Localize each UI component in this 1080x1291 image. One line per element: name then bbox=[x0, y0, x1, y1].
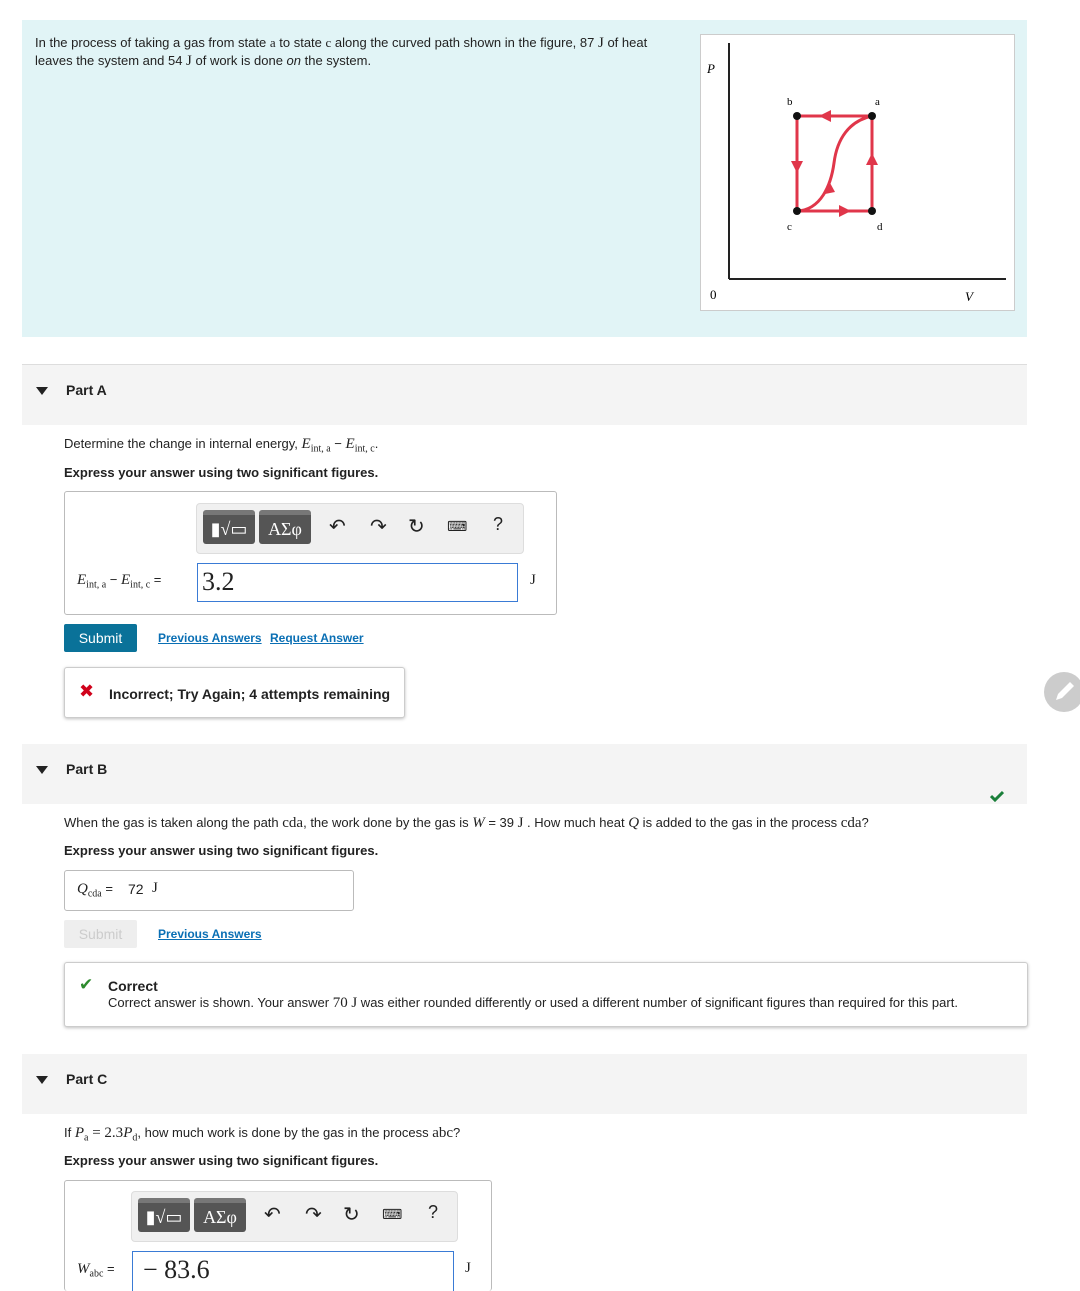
keyboard-icon[interactable]: ⌨ bbox=[447, 518, 468, 534]
part-b-feedback-text: Correct answer is shown. Your answer 70 J was either rounded differently or used a different number of significant figures than required for this part. bbox=[108, 995, 958, 1011]
pencil-icon bbox=[1044, 672, 1080, 712]
collapse-triangle-icon[interactable] bbox=[36, 1076, 48, 1084]
part-c-unit: J bbox=[465, 1260, 471, 1276]
reset-icon[interactable]: ↻ bbox=[343, 1204, 360, 1226]
part-b-unit: J bbox=[152, 880, 158, 896]
reset-icon[interactable]: ↻ bbox=[408, 516, 425, 538]
label-b: b bbox=[787, 96, 793, 108]
label-c: c bbox=[787, 221, 792, 233]
incorrect-x-icon: ✖ bbox=[79, 681, 95, 701]
part-a-feedback-text: Incorrect; Try Again; 4 attempts remaining bbox=[109, 686, 391, 702]
arrow-c-to-d bbox=[839, 205, 851, 217]
origin-label: 0 bbox=[710, 287, 717, 302]
part-c-title: Part C bbox=[66, 1071, 108, 1087]
template-button[interactable] bbox=[138, 1198, 190, 1232]
part-a-answer-label: $E_{int, a} - E_{int, c}$ = bbox=[77, 572, 162, 591]
label-a: a bbox=[875, 96, 880, 108]
template-icon: ▮√▭ bbox=[145, 1207, 183, 1227]
point-b bbox=[793, 112, 801, 120]
part-a-submit-button[interactable]: Submit bbox=[64, 624, 137, 652]
part-a-previous-answers-link[interactable]: Previous Answers bbox=[158, 631, 262, 645]
part-b-header[interactable] bbox=[22, 744, 1027, 804]
template-button[interactable] bbox=[203, 510, 255, 544]
math-toolbar bbox=[131, 1191, 458, 1242]
pv-diagram-svg bbox=[701, 35, 1014, 310]
collapse-triangle-icon[interactable] bbox=[36, 387, 48, 395]
greek-symbols-button[interactable]: ΑΣφ bbox=[194, 1198, 246, 1232]
part-a-instruction: Express your answer using two significant figures. bbox=[64, 465, 379, 480]
part-a-unit: J bbox=[530, 572, 536, 588]
part-a-title: Part A bbox=[66, 382, 107, 398]
part-c-answer-box bbox=[64, 1180, 492, 1291]
part-c-header[interactable] bbox=[22, 1054, 1027, 1114]
math-toolbar bbox=[196, 503, 524, 554]
part-a-request-answer-link[interactable]: Request Answer bbox=[270, 631, 364, 645]
part-c-instruction: Express your answer using two significant figures. bbox=[64, 1153, 379, 1168]
problem-statement: In the process of taking a gas from state a to state c along the curved path shown in the figure, 87 J of heat leaves the system and 54 J of work is done on the system. bbox=[35, 35, 648, 69]
part-a-feedback bbox=[64, 667, 405, 718]
redo-icon[interactable]: ↷ bbox=[370, 516, 387, 538]
part-b-previous-answers-link[interactable]: Previous Answers bbox=[158, 927, 262, 941]
part-b-question: When the gas is taken along the path cda, the work done by the gas is W = 39 J . How much heat Q is added to the gas in the process cda? bbox=[64, 815, 869, 831]
edit-pencil-button[interactable] bbox=[1044, 672, 1080, 712]
point-c bbox=[793, 207, 801, 215]
undo-icon[interactable]: ↶ bbox=[264, 1204, 281, 1226]
part-b-answer-label: $Q_{cda}$ = bbox=[77, 881, 113, 900]
part-a-answer-box bbox=[64, 491, 557, 615]
process-path bbox=[797, 116, 872, 211]
arrow-d-to-a bbox=[866, 153, 878, 165]
v-axis-label: V bbox=[965, 289, 973, 304]
part-a-header[interactable] bbox=[22, 364, 1027, 425]
part-a-answer-input[interactable]: 3.2 bbox=[197, 563, 518, 602]
part-b-submit-button[interactable]: Submit bbox=[64, 920, 137, 948]
part-c-answer-label: $W_{abc}$ = bbox=[77, 1261, 115, 1280]
help-button[interactable]: ? bbox=[428, 1202, 439, 1222]
point-d bbox=[868, 207, 876, 215]
part-a-question: Determine the change in internal energy, $E_{int, a} - E_{int, c}$. bbox=[64, 436, 379, 455]
p-axis-label: P bbox=[707, 61, 715, 76]
correct-check-icon: ✔ bbox=[79, 975, 94, 994]
part-b-feedback-title: Correct bbox=[108, 978, 158, 994]
arrow-a-to-b bbox=[819, 110, 831, 122]
template-icon: ▮√▭ bbox=[210, 519, 248, 539]
undo-icon[interactable]: ↶ bbox=[329, 516, 346, 538]
part-b-answer-box bbox=[64, 870, 354, 911]
collapse-triangle-icon[interactable] bbox=[36, 766, 48, 774]
part-b-title: Part B bbox=[66, 761, 108, 777]
part-b-answer-value: 72 bbox=[128, 881, 144, 897]
point-a bbox=[868, 112, 876, 120]
completed-check-icon bbox=[990, 790, 1004, 802]
arrow-b-to-c bbox=[791, 161, 803, 173]
redo-icon[interactable]: ↷ bbox=[305, 1204, 322, 1226]
part-c-question: If $P_a = 2.3P_d$, how much work is done by the gas in the process abc? bbox=[64, 1125, 461, 1144]
part-c-answer-input[interactable]: − 83.6 bbox=[132, 1251, 454, 1291]
part-b-instruction: Express your answer using two significant figures. bbox=[64, 843, 379, 858]
keyboard-icon[interactable]: ⌨ bbox=[382, 1206, 403, 1222]
pv-diagram bbox=[700, 34, 1015, 311]
help-button[interactable]: ? bbox=[493, 514, 504, 534]
part-b-feedback bbox=[64, 962, 1028, 1027]
label-d: d bbox=[877, 221, 883, 233]
greek-symbols-button[interactable]: ΑΣφ bbox=[259, 510, 311, 544]
